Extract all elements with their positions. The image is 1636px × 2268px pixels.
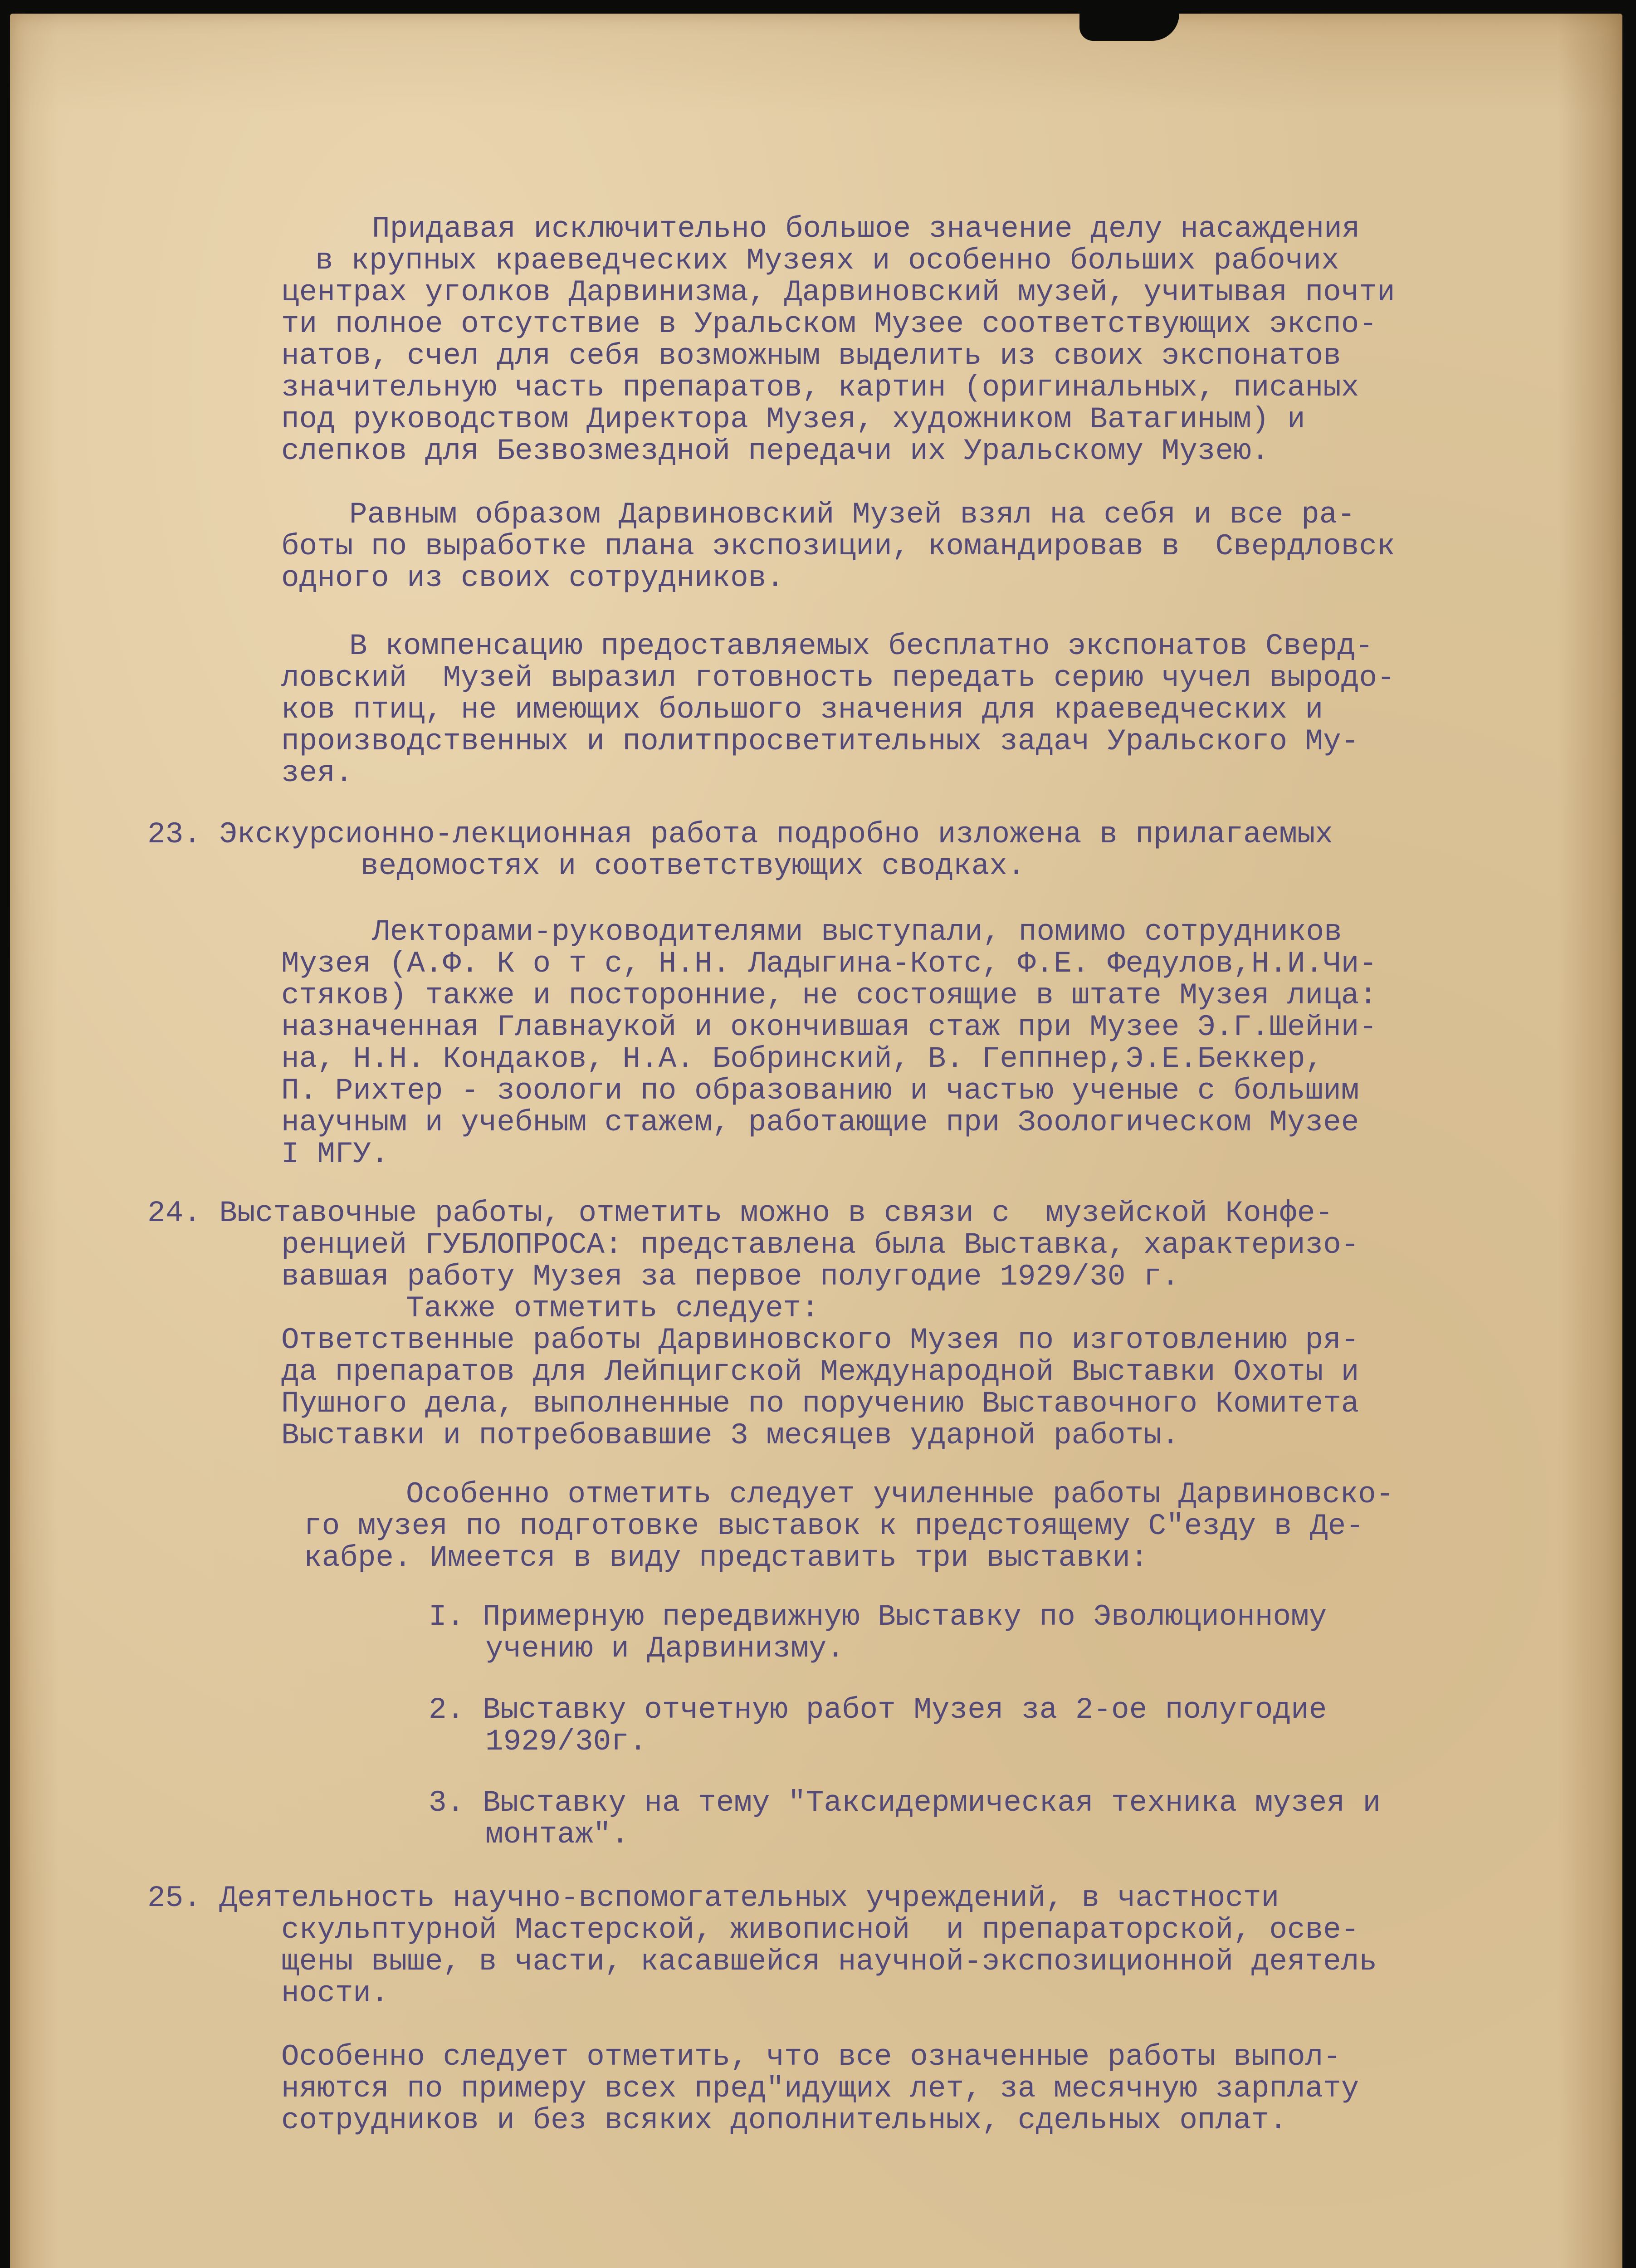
text-line: кабре. Имеется в виду представить три выставки:	[304, 1541, 1148, 1575]
text-line: ренцией ГУБЛОПРОСА: представлена была Выставка, характеризо-	[281, 1228, 1359, 1262]
text-line: значительную часть препаратов, картин (оригинальных, писаных	[281, 371, 1359, 405]
text-line: I МГУ.	[281, 1137, 389, 1171]
text-line: под руководством Директора Музея, художником Ватагиным) и	[281, 402, 1305, 436]
text-line: 25. Деятельность научно-вспомогательных учреждений, в частности	[147, 1881, 1279, 1915]
text-line: 23. Экскурсионно-лекционная работа подробно изложена в прилагаемых	[147, 817, 1333, 851]
text-line: ков птиц, не имеющих большого значения для краеведческих и	[281, 693, 1323, 727]
text-line: Музея (А.Ф. К о т с, Н.Н. Ладыгина-Котс, Ф.Е. Федулов,Н.И.Чи-	[281, 947, 1377, 981]
list-item: монтаж".	[485, 1818, 629, 1852]
list-item: I. Примерную передвижную Выставку по Эволюционному	[429, 1600, 1327, 1634]
text-line: назначенная Главнаукой и окончившая стаж при Музее Э.Г.Шейни-	[281, 1010, 1377, 1044]
text-line: 24. Выставочные работы, отметить можно в связи с музейской Конфе-	[147, 1196, 1333, 1230]
list-item: 2. Выставку отчетную работ Музея за 2-ое полугодие	[429, 1693, 1327, 1727]
text-line: центрах уголков Дарвинизма, Дарвиновский музей, учитывая почти	[281, 275, 1395, 309]
text-line: да препаратов для Лейпцигской Международной Выставки Охоты и	[281, 1355, 1359, 1389]
text-line: одного из своих сотрудников.	[281, 561, 784, 595]
text-line: Особенно следует отметить, что все означенные работы выпол-	[281, 2040, 1341, 2074]
text-line: Пушного дела, выполненные по поручению Выставочного Комитета	[281, 1387, 1359, 1421]
text-line: Придавая исключительно большое значение делу насаждения	[372, 212, 1360, 246]
text-line: щены выше, в части, касавшейся научной-экспозиционной деятель	[281, 1945, 1377, 1979]
list-item: 1929/30г.	[485, 1725, 647, 1759]
text-line: ности.	[281, 1976, 389, 2010]
torn-edge	[1079, 14, 1179, 41]
text-line: В компенсацию предоставляемых бесплатно экспонатов Сверд-	[349, 629, 1373, 663]
list-item: учению и Дарвинизму.	[485, 1632, 845, 1666]
text-line: ловский Музей выразил готовность передать серию чучел выродо-	[281, 661, 1395, 695]
text-line: Выставки и потребовавшие 3 месяцев ударной работы.	[281, 1418, 1180, 1452]
text-line: боты по выработке плана экспозиции, командировав в Свердловск	[281, 529, 1395, 563]
text-line: Равным образом Дарвиновский Музей взял на себя и все ра-	[349, 498, 1355, 532]
text-line: в крупных краеведческих Музеях и особенно больших рабочих	[315, 244, 1339, 278]
text-line: ти полное отсутствие в Уральском Музее соответствующих экспо-	[281, 307, 1377, 341]
text-line: на, Н.Н. Кондаков, Н.А. Бобринский, В. Геппнер,Э.Е.Беккер,	[281, 1042, 1323, 1076]
text-line: научным и учебным стажем, работающие при Зоологическом Музее	[281, 1105, 1359, 1139]
text-line: стяков) также и посторонние, не состоящие в штате Музея лица:	[281, 978, 1377, 1012]
text-line: сотрудников и без всяких дополнительных, сдельных оплат.	[281, 2103, 1287, 2137]
text-line: П. Рихтер - зоологи по образованию и частью ученые с большим	[281, 1074, 1359, 1108]
text-line: натов, счел для себя возможным выделить из своих экспонатов	[281, 339, 1341, 373]
text-line: Также отметить следует:	[406, 1291, 819, 1325]
text-line: слепков для Безвозмездной передачи их Уральскому Музею.	[281, 434, 1270, 468]
text-line: зея.	[281, 756, 353, 790]
list-item: 3. Выставку на тему "Таксидермическая техника музея и	[429, 1786, 1381, 1820]
text-line: ведомостях и соответствующих сводках.	[361, 849, 1026, 883]
text-line: Ответственные работы Дарвиновского Музея по изготовлению ря-	[281, 1323, 1359, 1357]
text-line: го музея по подготовке выставок к предстоящему С"езду в Де-	[304, 1509, 1364, 1543]
text-line: няются по примеру всех пред"идущих лет, за месячную зарплату	[281, 2072, 1359, 2106]
text-line: Лекторами-руководителями выступали, помимо сотрудников	[372, 915, 1342, 949]
text-line: скульптурной Мастерской, живописной и препараторской, осве-	[281, 1913, 1359, 1947]
text-line: вавшая работу Музея за первое полугодие 1929/30 г.	[281, 1260, 1180, 1294]
text-line: производственных и политпросветительных задач Уральского Му-	[281, 724, 1359, 758]
text-line: Особенно отметить следует училенные работы Дарвиновско-	[406, 1477, 1394, 1511]
